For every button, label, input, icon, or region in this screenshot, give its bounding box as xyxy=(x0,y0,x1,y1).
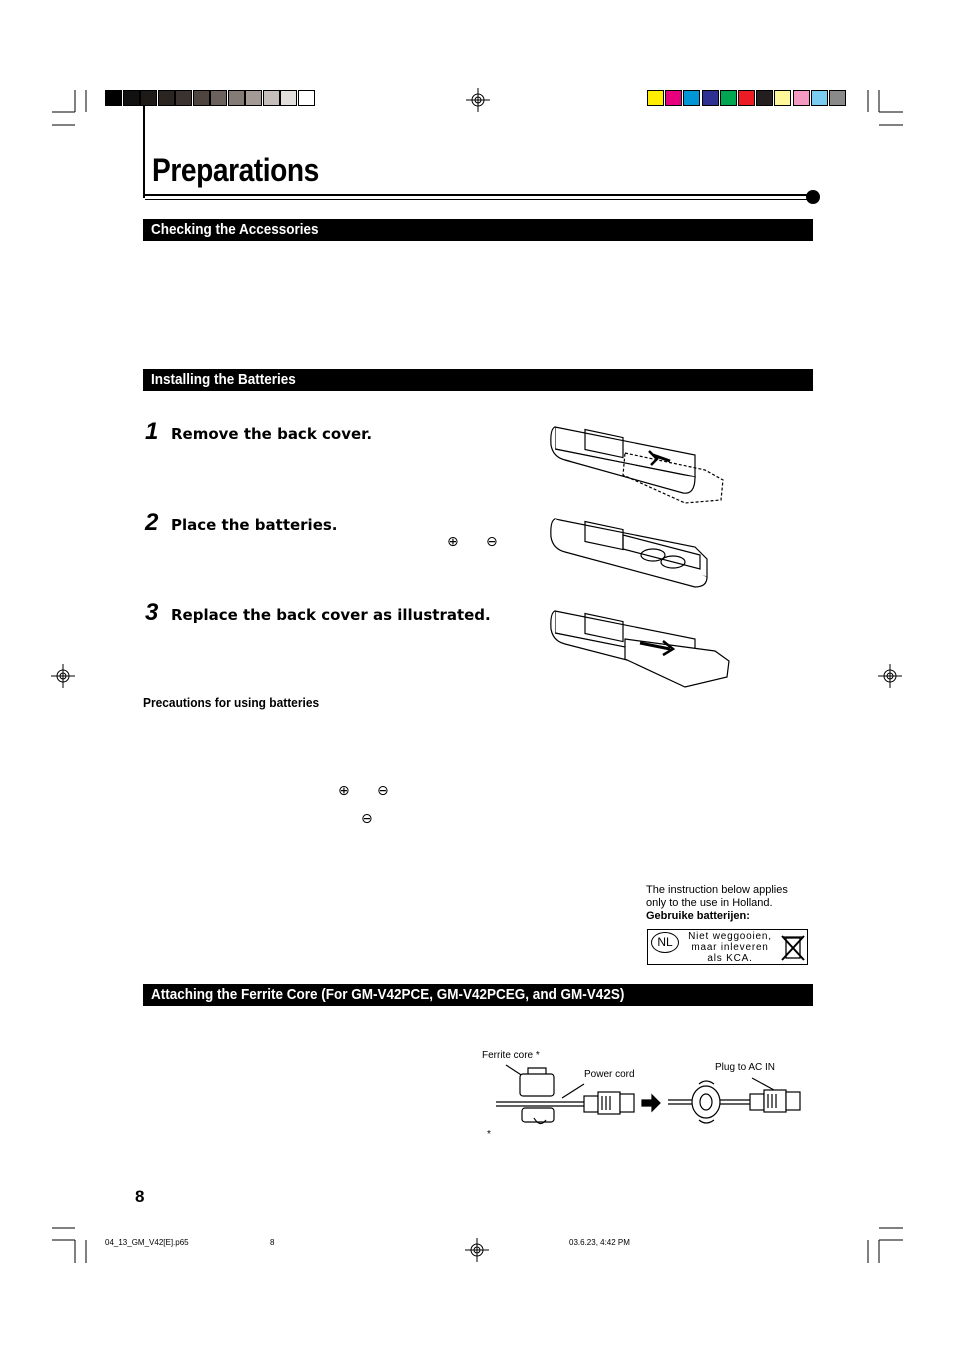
step-number-2: 2 xyxy=(145,509,159,536)
kca-notice-text xyxy=(682,931,778,964)
color-swatch xyxy=(738,90,755,106)
color-swatch xyxy=(720,90,737,106)
kca-line1: Niet weggooien, xyxy=(688,931,772,942)
color-swatch xyxy=(774,90,791,106)
color-swatch xyxy=(702,90,719,106)
gray-swatch xyxy=(123,90,140,106)
gray-swatch xyxy=(175,90,192,106)
section-heading-ferrite xyxy=(143,984,813,1006)
precautions-heading: Precautions for using batteries xyxy=(143,695,320,710)
holland-note-line2: only to the use in Holland. xyxy=(646,897,773,909)
color-swatch xyxy=(683,90,700,106)
gray-swatch xyxy=(210,90,227,106)
title-vertical-rule xyxy=(143,106,145,198)
kca-line2: maar inleveren xyxy=(691,942,769,953)
minus-symbol: ⊖ xyxy=(486,534,498,550)
power-cord-label: Power cord xyxy=(584,1069,635,1080)
gray-swatch xyxy=(158,90,175,106)
gray-swatch xyxy=(140,90,157,106)
color-swatch xyxy=(829,90,846,106)
color-swatch xyxy=(811,90,828,106)
gray-swatch xyxy=(105,90,122,106)
step-text-3: Replace the back cover as illustrated. xyxy=(171,606,491,624)
footer-filename: 04_13_GM_V42[E].p65 xyxy=(105,1238,189,1247)
remote-illustration-2 xyxy=(551,519,707,587)
footnote-mark: * xyxy=(487,1129,491,1140)
crossed-bin-icon xyxy=(780,932,806,962)
section-heading-batteries xyxy=(143,369,813,391)
color-swatch xyxy=(793,90,810,106)
minus-symbol: ⊖ xyxy=(361,811,373,827)
footer-date: 03.6.23, 4:42 PM xyxy=(569,1238,630,1247)
nl-logo: NL xyxy=(651,932,679,953)
step-text-2: Place the batteries. xyxy=(171,516,338,534)
holland-note-bold: Gebruike batterijen: xyxy=(646,910,750,922)
remote-illustration-1 xyxy=(551,427,723,503)
page-number: 8 xyxy=(135,1187,145,1206)
ferrite-core-illustration xyxy=(494,1060,806,1130)
gray-swatch xyxy=(280,90,297,106)
plus-symbol: ⊕ xyxy=(338,783,350,799)
gray-swatch xyxy=(193,90,210,106)
ferrite-core-label: Ferrite core * xyxy=(482,1050,540,1061)
kca-line3: als KCA. xyxy=(707,953,753,964)
step-number-1: 1 xyxy=(145,418,159,445)
plug-ac-in-label: Plug to AC IN xyxy=(715,1062,776,1073)
plus-symbol: ⊕ xyxy=(447,534,459,550)
gray-swatch xyxy=(298,90,315,106)
section-heading-accessories xyxy=(143,219,813,241)
color-swatch xyxy=(647,90,664,106)
step-text-1: Remove the back cover. xyxy=(171,425,373,443)
remote-illustration-3 xyxy=(551,611,729,687)
remote-battery-illustration xyxy=(545,415,735,695)
step-number-3: 3 xyxy=(145,599,159,626)
color-swatch xyxy=(756,90,773,106)
gray-swatch xyxy=(263,90,280,106)
title-bullet-dot xyxy=(806,190,820,204)
section-heading-text: Attaching the Ferrite Core (For GM-V42PCE, GM-V42PCEG, and GM-V42S) xyxy=(151,986,625,1003)
section-heading-text: Installing the Batteries xyxy=(151,371,296,388)
holland-note-line1: The instruction below applies xyxy=(646,884,788,896)
minus-symbol: ⊖ xyxy=(377,783,389,799)
page-title: Preparations xyxy=(152,152,319,188)
gray-swatch xyxy=(245,90,262,106)
title-rule-thin xyxy=(145,199,813,200)
color-swatch xyxy=(665,90,682,106)
footer-page: 8 xyxy=(270,1238,275,1247)
gray-swatch xyxy=(228,90,245,106)
title-rule xyxy=(145,194,813,196)
section-heading-text: Checking the Accessories xyxy=(151,221,319,238)
